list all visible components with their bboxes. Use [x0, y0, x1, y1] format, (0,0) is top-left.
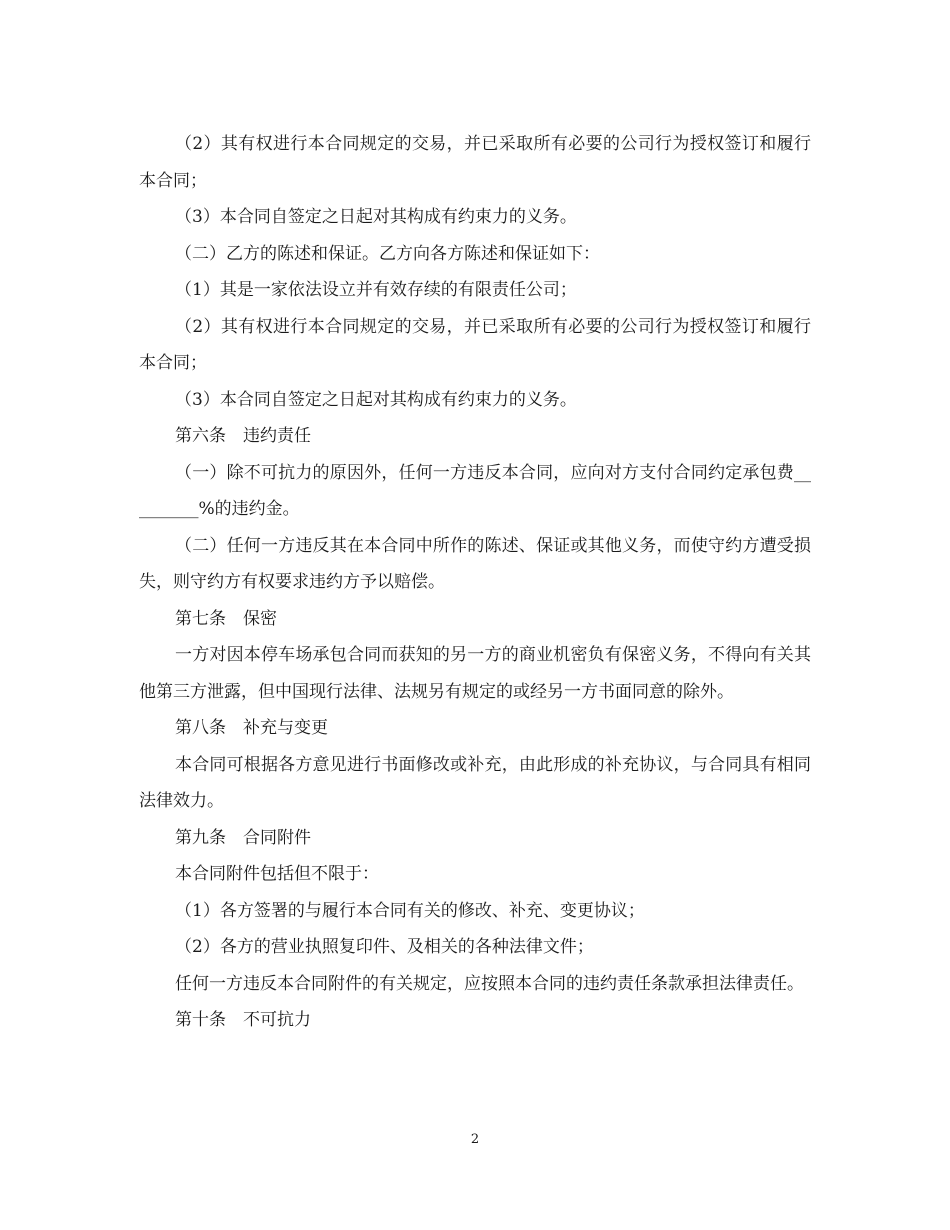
article-heading-9: 第九条 合同附件 — [175, 827, 311, 848]
paragraph-15: 本合同附件包括但不限于： — [175, 864, 379, 884]
article-heading-6: 第六条 违约责任 — [175, 426, 311, 446]
paragraph-16: （1）各方签署的与履行本合同有关的修改、补充、变更协议； — [175, 900, 645, 921]
page-number: 2 — [470, 1132, 480, 1147]
paragraph-13: 本合同可根据各方意见进行书面修改或补充，由此形成的补充协议，与合同具有相同法律效力。 — [139, 754, 811, 811]
paragraph-9: （二）任何一方违反其在本合同中所作的陈述、保证或其他义务，而使守约方遭受损失，则守约方有权要求违约方予以赔偿。 — [139, 535, 811, 592]
paragraph-11: 一方对因本停车场承包合同而获知的另一方的商业机密负有保密义务，不得向有关其他第三方泄露，但中国现行法律、法规另有规定的或经另一方书面同意的除外。 — [139, 645, 811, 702]
paragraph-2: （3）本合同自签定之日起对其构成有约束力的义务。 — [175, 207, 577, 227]
paragraph-17: （2）各方的营业执照复印件、及相关的各种法律文件； — [175, 937, 594, 957]
paragraph-3: （二）乙方的陈述和保证。乙方向各方陈述和保证如下： — [175, 243, 600, 264]
article-heading-8: 第八条 补充与变更 — [175, 718, 328, 738]
paragraph-5: （2）其有权进行本合同规定的交易，并已采取所有必要的公司行为授权签订和履行本合同； — [139, 316, 811, 373]
paragraph-4: （1）其是一家依法设立并有效存续的有限责任公司； — [175, 280, 577, 300]
paragraph-8: （一）除不可抗力的原因外，任何一方违反本合同，应向对方支付合同约定承包费_________%的违约金。 — [139, 462, 811, 519]
document-body — [139, 126, 811, 1039]
paragraph-1: （2）其有权进行本合同规定的交易，并已采取所有必要的公司行为授权签订和履行本合同； — [139, 134, 811, 191]
article-heading-7: 第七条 保密 — [175, 608, 277, 629]
paragraph-18: 任何一方违反本合同附件的有关规定，应按照本合同的违约责任条款承担法律责任。 — [175, 973, 804, 994]
paragraph-6: （3）本合同自签定之日起对其构成有约束力的义务。 — [175, 389, 577, 410]
article-heading-10: 第十条 不可抗力 — [175, 1010, 311, 1030]
